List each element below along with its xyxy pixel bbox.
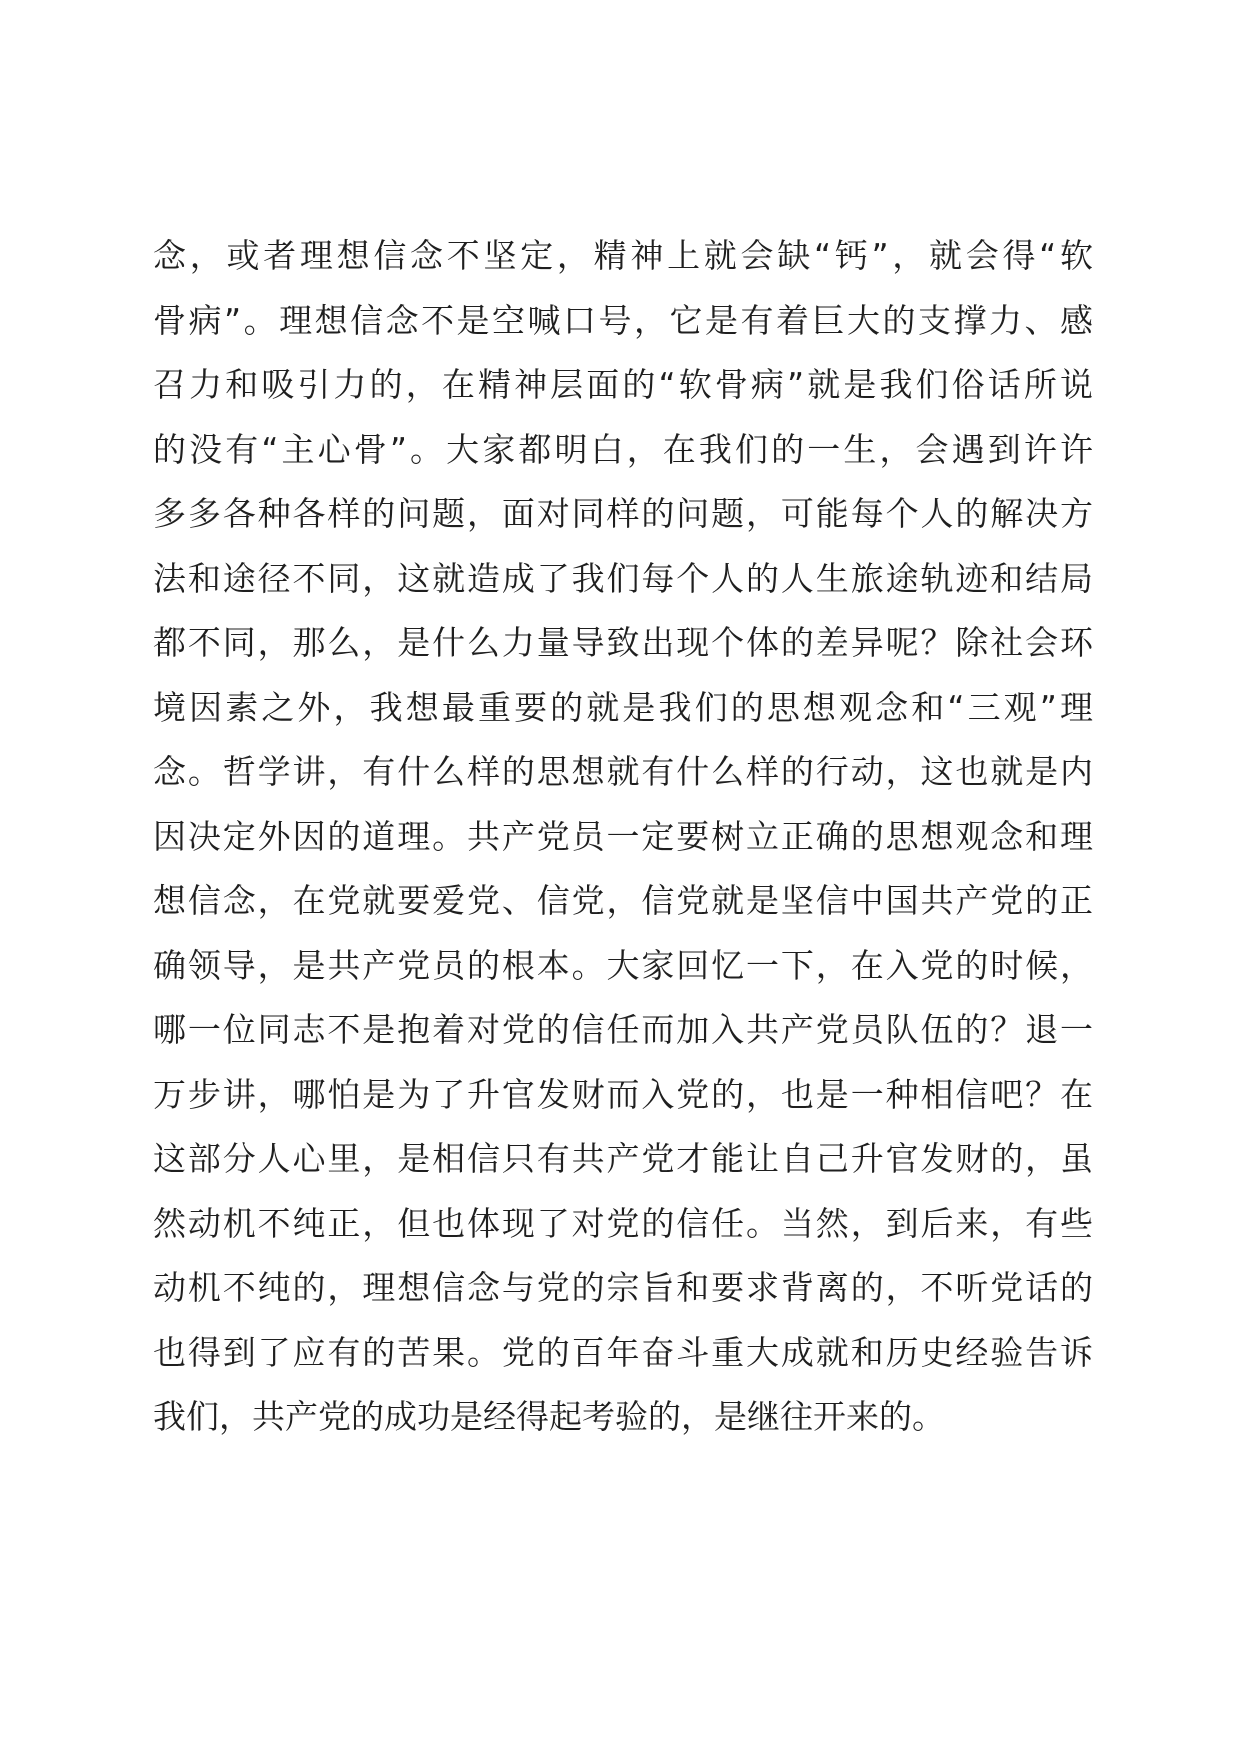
body-paragraph: [153, 224, 1093, 1450]
text-line: 也得到了应有的苦果。党的百年奋斗重大成就和历史经验告诉: [153, 1332, 1093, 1372]
text-line: 骨病”。理想信念不是空喊口号，它是有着巨大的支撑力、感: [153, 300, 1093, 340]
text-line: 想信念，在党就要爱党、信党，信党就是坚信中国共产党的正: [153, 881, 1093, 920]
text-line: 的没有“主心骨”。大家都明白，在我们的一生，会遇到许许: [153, 429, 1093, 469]
text-line: 万步讲，哪怕是为了升官发财而入党的，也是一种相信吧？在: [153, 1074, 1093, 1114]
text-line: 这部分人心里，是相信只有共产党才能让自己升官发财的，虽: [153, 1139, 1093, 1178]
text-line: 念。哲学讲，有什么样的思想就有什么样的行动，这也就是内: [153, 752, 1093, 791]
text-line: 都不同，那么，是什么力量导致出现个体的差异呢？除社会环: [153, 623, 1093, 662]
text-line: 然动机不纯正，但也体现了对党的信任。当然，到后来，有些: [153, 1203, 1093, 1243]
text-line: 法和途径不同，这就造成了我们每个人的人生旅途轨迹和结局: [153, 558, 1093, 598]
text-line: 召力和吸引力的，在精神层面的“软骨病”就是我们俗话所说: [153, 365, 1093, 404]
text-line-last: 我们，共产党的成功是经得起考验的，是继往开来的。: [153, 1397, 945, 1436]
text-line: 确领导，是共产党员的根本。大家回忆一下，在入党的时候，: [153, 945, 1093, 985]
text-line: 念，或者理想信念不坚定，精神上就会缺“钙”，就会得“软: [153, 236, 1093, 275]
text-line: 动机不纯的，理想信念与党的宗旨和要求背离的，不听党话的: [153, 1268, 1093, 1307]
text-line: 境因素之外，我想最重要的就是我们的思想观念和“三观”理: [153, 687, 1093, 727]
text-line: 哪一位同志不是抱着对党的信任而加入共产党员队伍的？退一: [153, 1010, 1093, 1049]
text-line: 多多各种各样的问题，面对同样的问题，可能每个人的解决方: [153, 494, 1093, 533]
text-line: 因决定外因的道理。共产党员一定要树立正确的思想观念和理: [153, 816, 1093, 856]
